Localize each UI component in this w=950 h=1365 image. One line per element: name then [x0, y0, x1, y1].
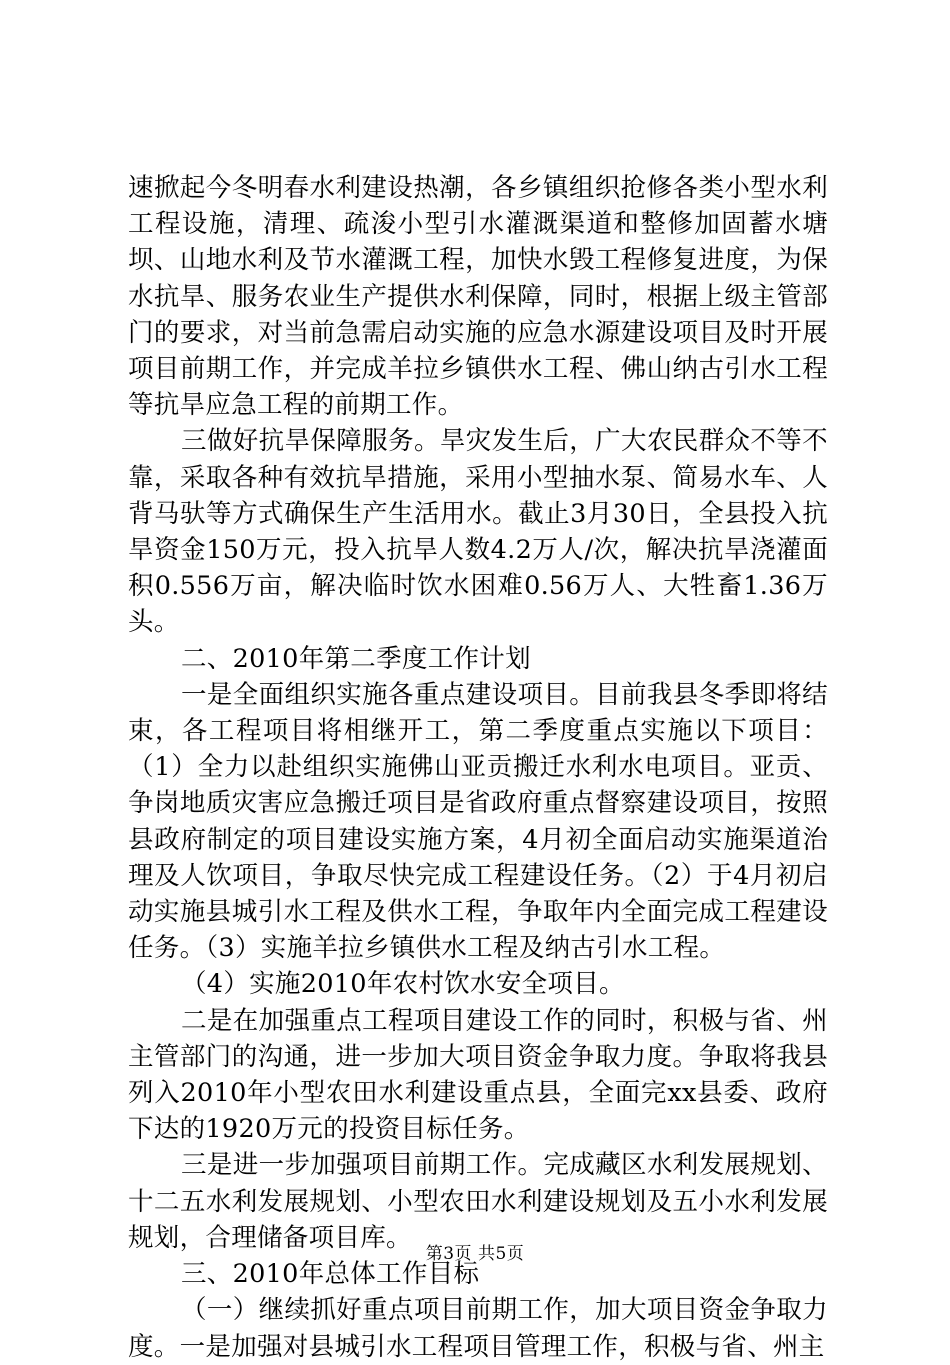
paragraph-2: 三做好抗旱保障服务。旱灾发生后，广大农民群众不等不靠，采取各种有效抗旱措施，采用小型抽水泵、简易水车、人背马驮等方式确保生产生活用水。截止3月30日，全县投入抗旱资金150万元，投入抗旱人数4.2万人/次，解决抗旱浇灌面积0.556万亩，解决临时饮水困难0.56万人、大牲畜1.36万头。: [128, 426, 828, 638]
paragraph-1: 速掀起今冬明春水利建设热潮，各乡镇组织抢修各类小型水利工程设施，清理、疏浚小型引水灌溉渠道和整修加固蓄水塘坝、山地水利及节水灌溉工程，加快水毁工程修复进度，为保水抗旱、服务农业生产提供水利保障，同时，根据上级主管部门的要求，对当前急需启动实施的应急水源建设项目及时开展项目前期工作，并完成羊拉乡镇供水工程、佛山纳古引水工程等抗旱应急工程的前期工作。: [128, 173, 828, 421]
paragraph-5: （4）实施2010年农村饮水安全项目。: [181, 969, 625, 1000]
paragraph-9: （一）继续抓好重点项目前期工作，加大项目资金争取力度。一是加强对县城引水工程项目管理工作，积极与省、州主: [128, 1295, 828, 1362]
paragraph-4: 一是全面组织实施各重点建设项目。目前我县冬季即将结束，各工程项目将相继开工，第二季度重点实施以下项目：（1）全力以赴组织实施佛山亚贡搬迁水利水电项目。亚贡、争岗地质灾害应急搬迁项目是省政府重点督察建设项目，按照县政府制定的项目建设实施方案，4月初全面启动实施渠道治理及人饮项目，争取尽快完成工程建设任务。（2）于4月初启动实施县城引水工程及供水工程，争取年内全面完成工程建设任务。（3）实施羊拉乡镇供水工程及纳古引水工程。: [128, 679, 828, 964]
page-footer: 第3页 共5页: [425, 1244, 525, 1264]
section-heading-3: 三、2010年总体工作目标: [181, 1259, 480, 1290]
section-heading-2: 二、2010年第二季度工作计划: [181, 643, 531, 674]
paragraph-6: 二是在加强重点工程项目建设工作的同时，积极与省、州主管部门的沟通，进一步加大项目资金争取力度。争取将我县列入2010年小型农田水利建设重点县，全面完xx县委、政府下达的1920万元的投资目标任务。: [128, 1005, 828, 1145]
paragraph-7: 三是进一步加强项目前期工作。完成藏区水利发展规划、十二五水利发展规划、小型农田水利建设规划及五小水利发展规划，合理储备项目库。: [128, 1150, 828, 1253]
document-body: [128, 170, 828, 1365]
